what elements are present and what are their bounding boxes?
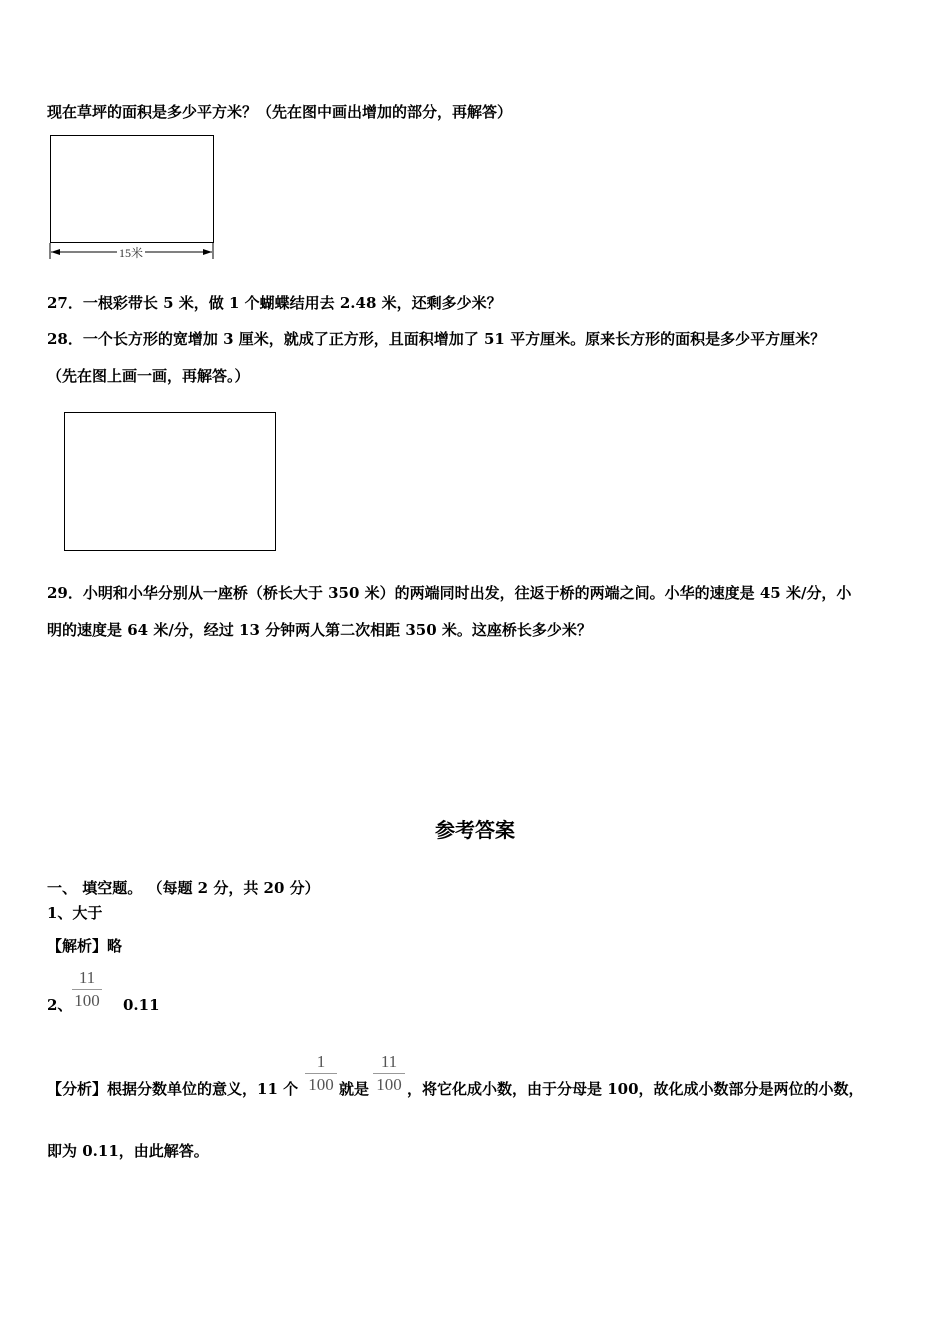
fraction-numerator: 11: [380, 1052, 398, 1071]
fraction-numerator: 11: [78, 968, 96, 987]
q29-line1: 29．小明和小华分别从一座桥（桥长大于 350 米）的两端同时出发，往返于桥的两端之间。小华的速度是 45 米/分，小: [47, 584, 852, 602]
fraction-denominator: 100: [308, 1075, 334, 1094]
dimension-label: 15米: [119, 246, 144, 260]
q26-question: 现在草坪的面积是多少平方米？（先在图中画出增加的部分，再解答）: [47, 103, 513, 121]
answer-2-value: 0.11: [123, 996, 160, 1014]
analysis-part1: 【分析】根据分数单位的意义，11 个: [47, 1080, 299, 1098]
analysis-line2: 即为 0.11，由此解答。: [47, 1142, 209, 1160]
fraction-denominator: 100: [74, 991, 100, 1010]
answers-title: 参考答案: [435, 818, 515, 842]
rectangle-figure: [64, 412, 276, 551]
analysis-fraction-2: [373, 1053, 405, 1094]
answer-2-fraction: [72, 969, 102, 1010]
analysis-part3: ，将它化成小数，由于分母是 100，故化成小数部分是两位的小数，: [407, 1080, 864, 1098]
answer-1: 1、大于: [47, 904, 103, 922]
analysis-part2: 就是: [339, 1080, 370, 1098]
lawn-rectangle: [50, 135, 214, 243]
q28-line1: 28．一个长方形的宽增加 3 厘米，就成了正方形，且面积增加了 51 平方厘米。原来长方形的面积是多少平方厘米？: [47, 330, 826, 348]
q28-line2: （先在图上画一画，再解答。）: [47, 367, 250, 385]
section-heading: 一、 填空题。 （每题 2 分，共 20 分）: [47, 879, 320, 897]
fraction-denominator: 100: [376, 1075, 402, 1094]
fraction-bar: [305, 1073, 337, 1074]
analysis-fraction-1: [305, 1053, 337, 1094]
answer-2-prefix: 2、: [47, 996, 73, 1014]
fraction-numerator: 1: [316, 1052, 326, 1071]
fraction-bar: [72, 989, 102, 990]
answer-1-analysis: 【解析】略: [47, 937, 123, 955]
q27-text: 27．一根彩带长 5 米，做 1 个蝴蝶结用去 2.48 米，还剩多少米？: [47, 294, 502, 312]
q29-line2: 明的速度是 64 米/分，经过 13 分钟两人第二次相距 350 米。这座桥长多少米？: [47, 621, 592, 639]
fraction-bar: [373, 1073, 405, 1074]
